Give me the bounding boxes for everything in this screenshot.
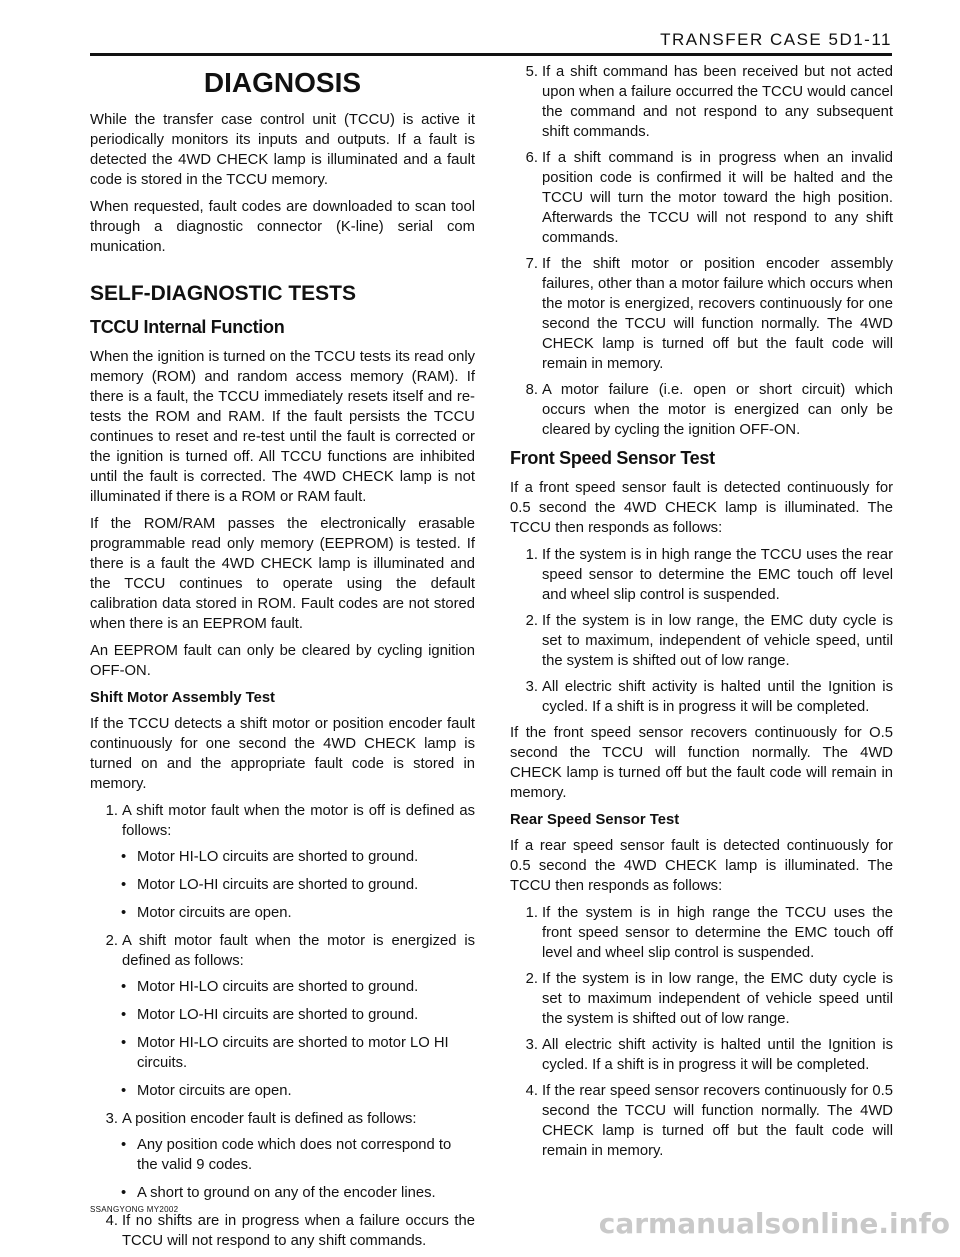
front-outro-paragraph: If the front speed sensor recovers continuously for O.5 second the TCCU will function normally. The 4WD CHECK lamp is turned off but the fault code will remain in memory. xyxy=(510,725,893,801)
page-header xyxy=(90,30,892,56)
list-item xyxy=(510,611,893,671)
bullet-text: A short to ground on any of the encoder lines. xyxy=(137,1185,436,1201)
list-item xyxy=(510,1081,893,1161)
list-item xyxy=(510,148,893,248)
bullet-text: Motor circuits are open. xyxy=(137,905,292,921)
bullet-text: Motor HI-LO circuits are shorted to ground. xyxy=(137,979,419,995)
item-text: A position encoder fault is defined as follows: xyxy=(122,1111,417,1127)
item-text: If the shift motor or position encoder assembly failures, other than a motor failure which occurs when the motor is energized, recovers continuously for one second the TCCU will function normally. The 4WD CHECK lamp is turned off but the fault code will remain in memory. xyxy=(542,256,893,372)
bullet-item xyxy=(118,977,475,997)
watermark: carmanualsonline.info xyxy=(598,1207,950,1240)
item-text: A motor failure (i.e. open or short circuit) which occurs when the motor is energized can only be cleared by cycling the ignition OFF-ON. xyxy=(542,382,893,438)
self-diagnostic-heading: SELF-DIAGNOSTIC TESTS xyxy=(90,282,357,305)
item-text: If the system is in high range the TCCU uses the rear speed sensor to determine the EMC touch off level and wheel slip control is suspended. xyxy=(542,547,893,603)
right-column xyxy=(510,62,893,1167)
list-item xyxy=(510,62,893,142)
item-text: All electric shift activity is halted until the Ignition is cycled. If a shift is in progress it will be completed. xyxy=(542,679,893,715)
front-speed-sensor-heading: Front Speed Sensor Test xyxy=(510,448,715,468)
item-number: 7. xyxy=(525,256,538,272)
bullet-item xyxy=(118,1081,475,1101)
item-number: 6. xyxy=(525,150,538,166)
bullet-icon: • xyxy=(121,905,127,921)
item-number: 4. xyxy=(525,1083,538,1099)
item-number: 1. xyxy=(525,547,538,563)
item-number: 3. xyxy=(525,679,538,695)
bullet-item xyxy=(118,847,475,867)
tccu-paragraph: An EEPROM fault can only be cleared by cycling ignition OFF-ON. xyxy=(90,643,475,679)
bullet-text: Motor HI-LO circuits are shorted to motor LO HI circuits. xyxy=(137,1035,449,1071)
header-title: TRANSFER CASE 5D1-11 xyxy=(660,30,892,49)
item-text: If the rear speed sensor recovers continuously for 0.5 second the TCCU will function normally. The 4WD CHECK lamp is turned off but the fault code will remain in memory. xyxy=(542,1083,893,1159)
bullet-icon: • xyxy=(121,1035,127,1051)
bullet-item xyxy=(118,903,475,923)
bullet-icon: • xyxy=(121,1083,127,1099)
item-text: If the system is in low range, the EMC duty cycle is set to maximum, independent of vehicle speed, until the system is shifted out of low range. xyxy=(542,613,893,669)
item-text: If a shift command has been received but not acted upon when a failure occurred the TCCU would cancel the command and not respond to any subsequent shift commands. xyxy=(542,64,893,140)
item-number: 3. xyxy=(525,1037,538,1053)
page-footer: SSANGYONG MY2002 xyxy=(90,1205,179,1214)
bullet-text: Motor circuits are open. xyxy=(137,1083,292,1099)
header-rule xyxy=(90,53,892,56)
item-number: 4. xyxy=(105,1213,118,1229)
item-text: A shift motor fault when the motor is off is defined as follows: xyxy=(122,803,475,839)
bullet-icon: • xyxy=(121,877,127,893)
bullet-text: Motor LO-HI circuits are shorted to ground. xyxy=(137,1007,419,1023)
list-item xyxy=(510,903,893,963)
list-item xyxy=(90,1211,475,1251)
item-number: 2. xyxy=(525,613,538,629)
bullet-item xyxy=(118,875,475,895)
item-number: 1. xyxy=(525,905,538,921)
item-text: All electric shift activity is halted until the Ignition is cycled. If a shift is in progress it will be completed. xyxy=(542,1037,893,1073)
tccu-internal-heading: TCCU Internal Function xyxy=(90,317,285,337)
diagnosis-heading: DIAGNOSIS xyxy=(203,67,362,98)
tccu-paragraph: If the ROM/RAM passes the electronically erasable programmable read only memory (EEPROM) is tested. If there is a fault the 4WD CHECK lamp is illuminated and the TCCU continues to operate using the default calibration data stored in ROM. Fault codes are not stored when there is an EEPROM fault. xyxy=(90,516,475,632)
bullet-icon: • xyxy=(121,979,127,995)
shift-intro-paragraph: If the TCCU detects a shift motor or position encoder fault continuously for one second the 4WD CHECK lamp is turned on and the appropriate fault code is stored in memory. xyxy=(90,716,475,792)
bullet-item xyxy=(118,1183,475,1203)
intro-paragraph: When requested, fault codes are downloaded to scan tool through a diagnostic connector (K-line) serial com munication. xyxy=(90,199,475,255)
shift-motor-heading: Shift Motor Assembly Test xyxy=(90,690,275,706)
item-text: A shift motor fault when the motor is energized is defined as follows: xyxy=(122,933,475,969)
bullet-icon: • xyxy=(121,1185,127,1201)
bullet-text: Motor LO-HI circuits are shorted to ground. xyxy=(137,877,419,893)
tccu-paragraph: When the ignition is turned on the TCCU tests its read only memory (ROM) and random access memory (RAM). If there is a fault, the TCCU immediately resets itself and re-tests the ROM and RAM. If the fault persists the TCCU continues to reset and re-test until the fault is corrected or the ignition is turned off. All TCCU functions are inhibited until the fault is corrected. The 4WD CHECK lamp is not illuminated if there is a ROM or RAM fault. xyxy=(90,349,475,505)
list-item xyxy=(510,1035,893,1075)
list-item xyxy=(510,545,893,605)
list-item xyxy=(510,254,893,374)
rear-speed-sensor-heading: Rear Speed Sensor Test xyxy=(510,812,680,828)
item-number: 1. xyxy=(105,803,118,819)
list-item xyxy=(510,969,893,1029)
bullet-item xyxy=(118,1033,475,1073)
bullet-text: Any position code which does not correspond to the valid 9 codes. xyxy=(137,1137,452,1173)
item-text: If no shifts are in progress when a failure occurs the TCCU will not respond to any shift commands. xyxy=(122,1213,475,1249)
item-text: If the system is in low range, the EMC duty cycle is set to maximum independent of vehicle speed until the system is shifted out of low range. xyxy=(542,971,893,1027)
list-item xyxy=(90,931,475,971)
list-item xyxy=(90,1109,475,1129)
item-number: 5. xyxy=(525,64,538,80)
intro-paragraph: While the transfer case control unit (TCCU) is active it periodically monitors its inputs and outputs. If a fault is detected the 4WD CHECK lamp is illuminated and a fault code is stored in the TCCU memory. xyxy=(90,112,475,188)
rear-intro-paragraph: If a rear speed sensor fault is detected continuously for 0.5 second the 4WD CHECK lamp is illuminated. The TCCU then responds as follows: xyxy=(510,838,893,894)
list-item xyxy=(510,677,893,717)
left-column xyxy=(90,62,475,1257)
front-intro-paragraph: If a front speed sensor fault is detected continuously for 0.5 second the 4WD CHECK lamp is illuminated. The TCCU then responds as follows: xyxy=(510,480,893,536)
bullet-item xyxy=(118,1135,475,1175)
list-item xyxy=(90,801,475,841)
bullet-item xyxy=(118,1005,475,1025)
item-number: 8. xyxy=(525,382,538,398)
bullet-icon: • xyxy=(121,1007,127,1023)
item-number: 2. xyxy=(525,971,538,987)
item-number: 2. xyxy=(105,933,118,949)
bullet-icon: • xyxy=(121,849,127,865)
bullet-icon: • xyxy=(121,1137,127,1153)
list-item xyxy=(510,380,893,440)
item-number: 3. xyxy=(105,1111,118,1127)
item-text: If the system is in high range the TCCU uses the front speed sensor to determine the EMC touch off level and wheel slip control is suspended. xyxy=(542,905,893,961)
bullet-text: Motor HI-LO circuits are shorted to ground. xyxy=(137,849,419,865)
item-text: If a shift command is in progress when an invalid position code is confirmed it will be halted and the TCCU will turn the motor toward the high position. Afterwards the TCCU will not respond to any shift commands. xyxy=(542,150,893,246)
